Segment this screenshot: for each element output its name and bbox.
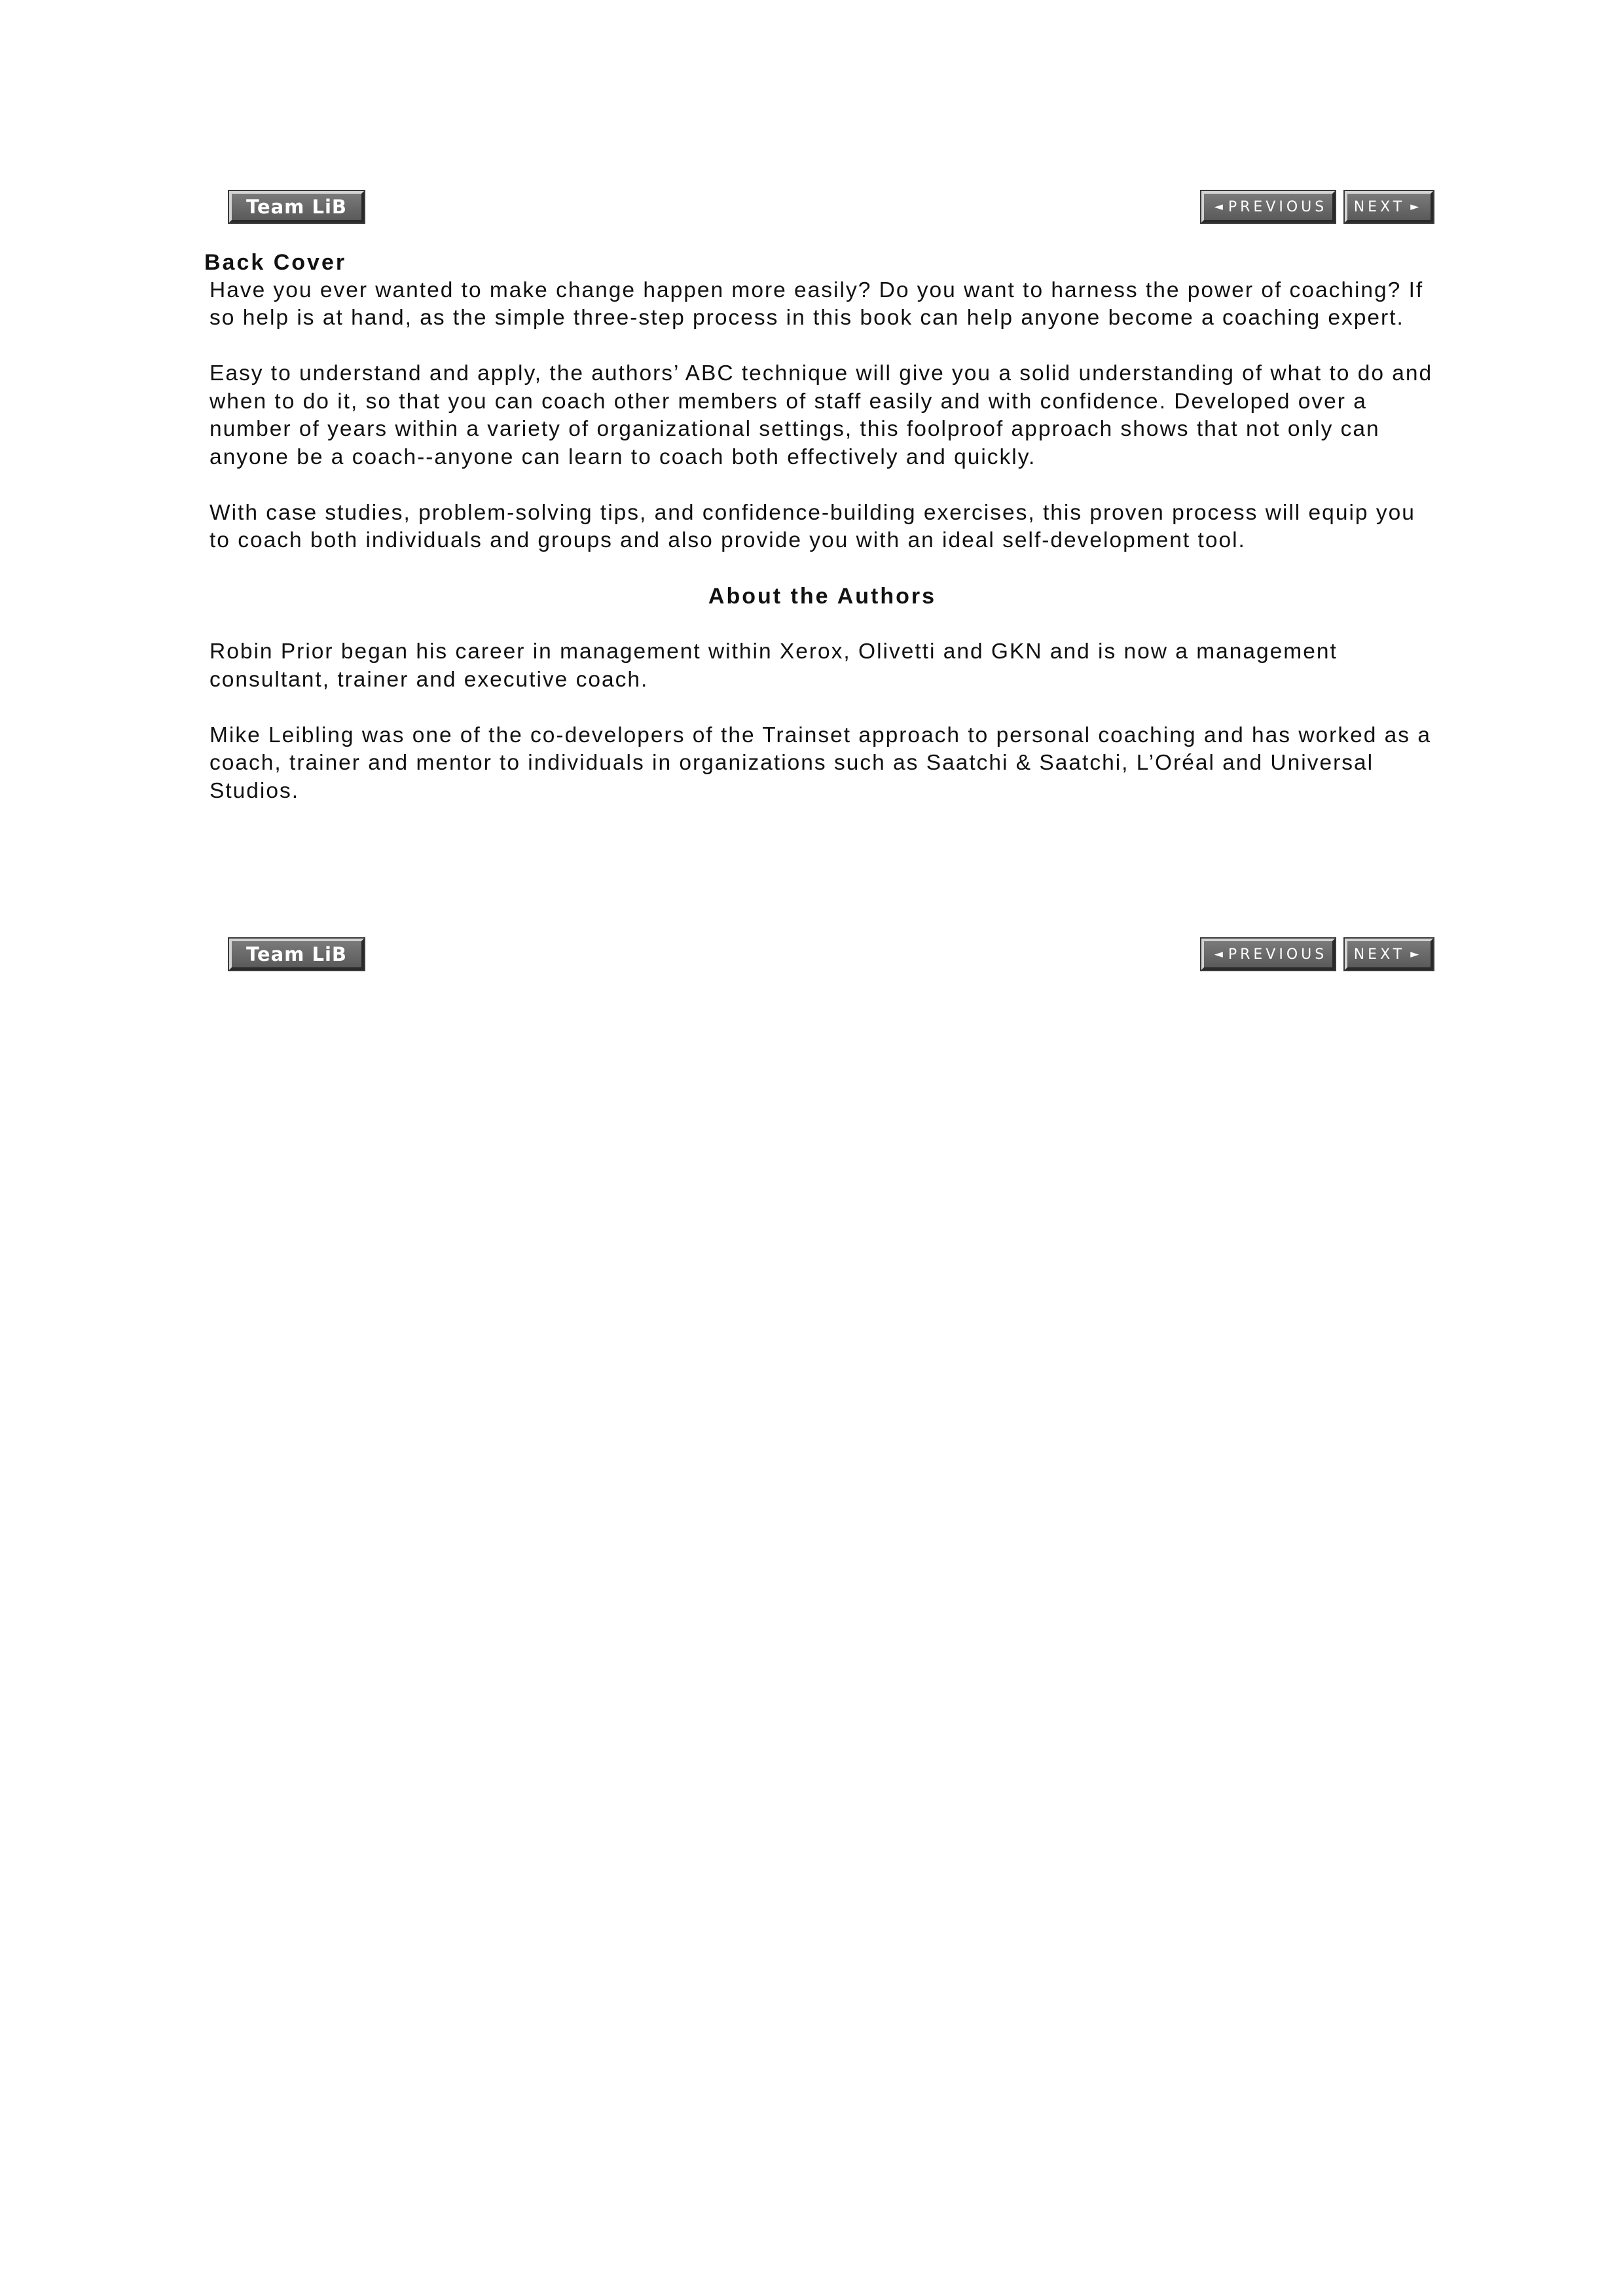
paragraph: Easy to understand and apply, the authors’ ABC technique will give you a solid understanding of what to do and when to do it, so that you can coach other members of staff easily and with confidence. Developed over a number of years within a variety of organizational settings, this foolproof approach shows that not only can anyone be a coach--anyone can learn to coach both effectively and quickly. (210, 361, 1433, 469)
author-paragraph: Robin Prior began his career in management within Xerox, Olivetti and GKN and is now a management consultant, trainer and executive coach. (210, 639, 1338, 692)
author-paragraph: Mike Leibling was one of the co-developers of the Trainset approach to personal coaching and has worked as a coach, trainer and mentor to individuals in organizations such as Saatchi & Saatchi, L’Oréal and Universal Studios. (210, 723, 1431, 803)
next-label: NEXT (1353, 946, 1406, 963)
previous-button[interactable] (1201, 939, 1335, 970)
paragraph: With case studies, problem-solving tips, and confidence-building exercises, this proven process will equip you to coach both individuals and groups and also provide you with an ideal self-development tool. (210, 500, 1415, 552)
left-arrow-icon: ◄ (1214, 948, 1223, 961)
previous-button[interactable] (1201, 191, 1335, 223)
left-arrow-icon: ◄ (1214, 200, 1223, 213)
section-heading: About the Authors (708, 584, 937, 609)
page-title: Back Cover (204, 250, 347, 275)
team-lib-label: Team LiB (246, 196, 347, 218)
next-button[interactable] (1345, 939, 1433, 970)
previous-label: PREVIOUS (1228, 198, 1328, 215)
right-arrow-icon: ► (1410, 200, 1419, 213)
previous-label: PREVIOUS (1228, 946, 1328, 963)
document-body (204, 277, 1435, 806)
right-arrow-icon: ► (1410, 948, 1419, 961)
team-lib-button[interactable] (229, 939, 364, 970)
bottom-navigation-bar (229, 939, 1438, 970)
team-lib-button[interactable] (229, 191, 364, 223)
document-content (204, 249, 1435, 833)
paragraph: Have you ever wanted to make change happen more easily? Do you want to harness the power of coaching? If so help is at hand, as the simple three-step process in this book can help anyone become a coaching expert. (210, 278, 1424, 330)
next-label: NEXT (1353, 198, 1406, 215)
team-lib-label: Team LiB (246, 943, 347, 965)
next-button[interactable] (1345, 191, 1433, 223)
top-navigation-bar (229, 191, 1438, 223)
